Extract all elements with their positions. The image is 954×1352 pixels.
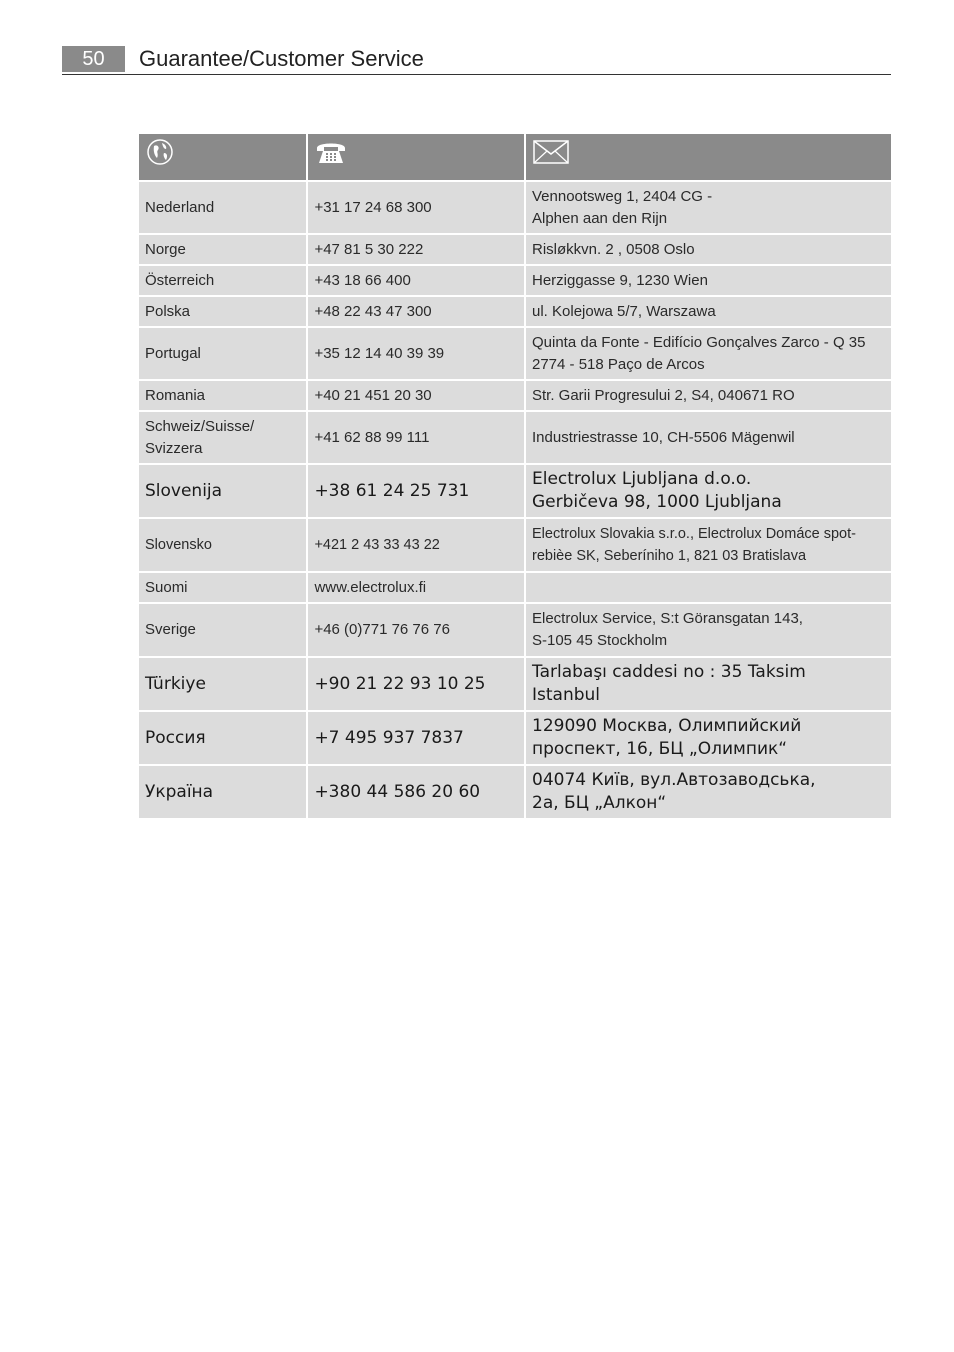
table-row <box>139 465 891 517</box>
phone-cell <box>308 604 524 656</box>
phone-text: +90 21 22 93 10 25 <box>314 673 486 694</box>
phone-text: +35 12 14 40 39 39 <box>314 344 445 362</box>
country-line: Polska <box>145 302 191 320</box>
address-line: 04074 Київ, вул.Автозаводська, <box>532 770 816 790</box>
globe-icon <box>145 137 175 167</box>
country-cell <box>139 412 306 463</box>
address-cell <box>526 297 891 326</box>
address-cell <box>526 712 891 764</box>
table-row <box>139 412 891 463</box>
address-line: 2774 - 518 Paço de Arcos <box>532 355 705 373</box>
phone-text: +38 61 24 25 731 <box>314 480 470 501</box>
phone-text: +380 44 586 20 60 <box>314 781 481 802</box>
country-line: Schweiz/Suisse/ <box>145 417 255 435</box>
table-row <box>139 297 891 326</box>
phone-cell <box>308 297 524 326</box>
table-row <box>139 381 891 410</box>
country-line: Romania <box>145 386 206 404</box>
country-cell <box>139 465 306 517</box>
country-line: Nederland <box>145 198 215 216</box>
country-cell <box>139 658 306 710</box>
country-cell <box>139 381 306 410</box>
address-line: rebièe SK, Seberíniho 1, 821 03 Bratislava <box>532 548 807 564</box>
table-row <box>139 235 891 264</box>
table-header-row <box>139 134 891 180</box>
header-rule <box>62 74 891 75</box>
address-line: проспект, 16, БЦ „Олимпик“ <box>532 739 788 759</box>
address-line: Electrolux Ljubljana d.o.o. <box>532 469 752 489</box>
phone-text: +7 495 937 7837 <box>314 727 464 748</box>
country-cell <box>139 573 306 602</box>
table-row <box>139 328 891 379</box>
address-line: Gerbičeva 98, 1000 Ljubljana <box>532 492 782 512</box>
phone-column-header <box>308 134 524 180</box>
phone-text: +48 22 43 47 300 <box>314 302 432 320</box>
country-line: Slovenija <box>145 480 223 501</box>
phone-cell <box>308 182 524 233</box>
country-line: Україна <box>145 781 214 802</box>
address-line: 2а, БЦ „Алкон“ <box>532 793 667 813</box>
table-row <box>139 519 891 571</box>
country-cell <box>139 182 306 233</box>
table-row <box>139 658 891 710</box>
country-cell <box>139 328 306 379</box>
country-cell <box>139 519 306 571</box>
address-cell <box>526 381 891 410</box>
address-cell <box>526 235 891 264</box>
address-line: Tarlabaşı caddesi no : 35 Taksim <box>532 662 806 682</box>
page-number: 50 <box>62 46 125 72</box>
address-cell <box>526 465 891 517</box>
country-line: Svizzera <box>145 439 203 457</box>
address-cell <box>526 604 891 656</box>
country-line: Россия <box>145 727 206 748</box>
phone-text: +41 62 88 99 111 <box>314 428 430 446</box>
address-cell <box>526 766 891 818</box>
address-line: Industriestrasse 10, CH-5506 Mägenwil <box>532 428 795 446</box>
country-column-header <box>139 134 306 180</box>
address-line: Electrolux Service, S:t Göransgatan 143, <box>532 610 803 627</box>
address-line: ul. Kolejowa 5/7, Warszawa <box>532 302 716 320</box>
envelope-icon <box>532 137 570 167</box>
table-row <box>139 266 891 295</box>
phone-cell <box>308 658 524 710</box>
phone-text: www.electrolux.fi <box>314 578 427 596</box>
phone-cell <box>308 412 524 463</box>
phone-text: +43 18 66 400 <box>314 271 411 289</box>
phone-text: +40 21 451 20 30 <box>314 386 432 404</box>
country-line: Sverige <box>145 621 196 638</box>
address-line: Alphen aan den Rijn <box>532 209 668 227</box>
country-cell <box>139 712 306 764</box>
address-cell <box>526 412 891 463</box>
country-cell <box>139 235 306 264</box>
country-cell <box>139 266 306 295</box>
address-line: Str. Garii Progresului 2, S4, 040671 RO <box>532 386 795 404</box>
phone-text: +421 2 43 33 43 22 <box>314 537 440 553</box>
country-cell <box>139 766 306 818</box>
country-line: Norge <box>145 240 186 258</box>
country-cell <box>139 297 306 326</box>
phone-text: +46 (0)771 76 76 76 <box>314 621 450 638</box>
phone-cell <box>308 573 524 602</box>
address-line: Quinta da Fonte - Edifício Gonçalves Zarco - Q 35 <box>532 333 866 351</box>
country-line: Türkiye <box>145 673 206 694</box>
table-row <box>139 604 891 656</box>
address-line: Vennootsweg 1, 2404 CG - <box>532 187 713 205</box>
address-cell <box>526 658 891 710</box>
address-cell <box>526 182 891 233</box>
phone-text: +31 17 24 68 300 <box>314 198 432 216</box>
address-line: 129090 Москва, Олимпийский <box>532 716 802 736</box>
address-line: Risløkkvn. 2 , 0508 Oslo <box>532 240 695 258</box>
country-line: Slovensko <box>145 537 212 553</box>
address-cell <box>526 519 891 571</box>
service-contacts-table <box>137 132 893 820</box>
table-row <box>139 182 891 233</box>
address-line: Electrolux Slovakia s.r.o., Electrolux Domáce spot- <box>532 526 856 542</box>
address-column-header <box>526 134 891 180</box>
address-line: Herziggasse 9, 1230 Wien <box>532 271 708 289</box>
table-row <box>139 766 891 818</box>
phone-cell <box>308 235 524 264</box>
country-line: Portugal <box>145 344 201 362</box>
phone-cell <box>308 328 524 379</box>
table-row <box>139 573 891 602</box>
phone-cell <box>308 266 524 295</box>
phone-cell <box>308 465 524 517</box>
country-line: Suomi <box>145 578 188 596</box>
page-header <box>62 46 891 76</box>
phone-text: +47 81 5 30 222 <box>314 240 424 258</box>
phone-cell <box>308 381 524 410</box>
address-line: Istanbul <box>532 685 601 705</box>
telephone-icon <box>314 137 348 167</box>
table-row <box>139 712 891 764</box>
country-cell <box>139 604 306 656</box>
phone-cell <box>308 519 524 571</box>
country-line: Österreich <box>145 271 215 289</box>
address-cell <box>526 328 891 379</box>
phone-cell <box>308 766 524 818</box>
address-line: S-105 45 Stockholm <box>532 632 668 649</box>
address-cell <box>526 266 891 295</box>
address-cell <box>526 573 891 602</box>
section-title: Guarantee/Customer Service <box>139 46 424 71</box>
phone-cell <box>308 712 524 764</box>
